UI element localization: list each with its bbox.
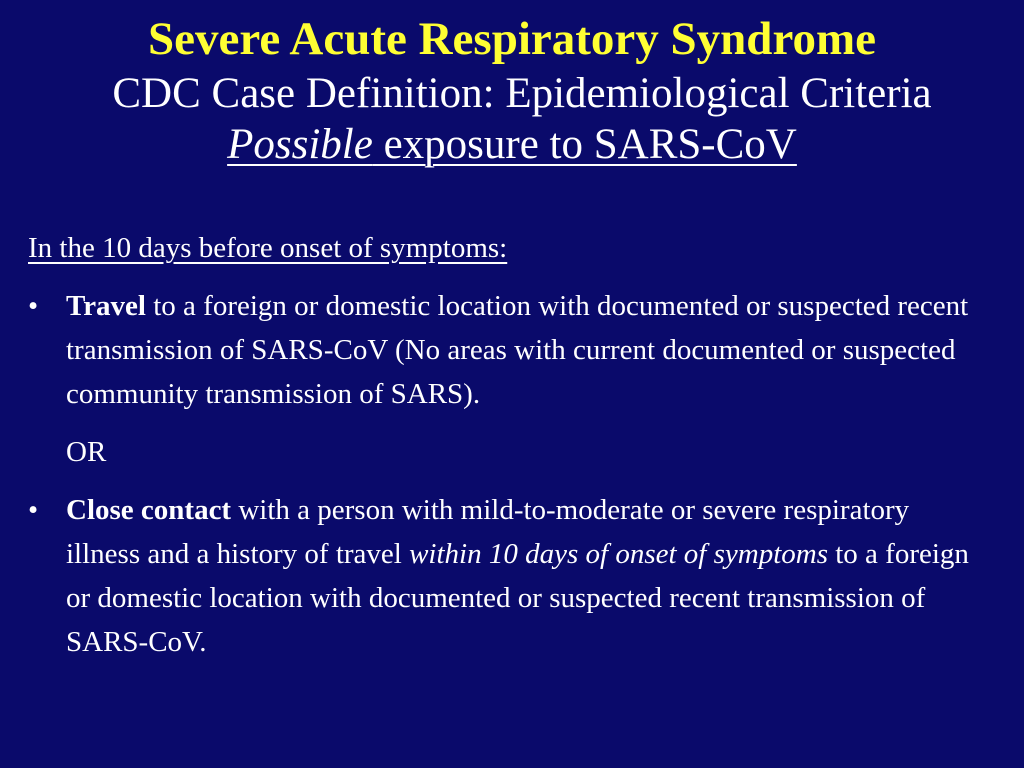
bullet-travel-bold: Travel [66,290,146,322]
bullet-travel-text: to a foreign or domestic location with documented or suspected recent transmission of SARS-CoV (No areas with current documented or suspected community transmission of SARS). [66,290,969,410]
intro-line: In the 10 days before onset of symptoms: [28,232,508,264]
bullet-marker: • [28,290,39,322]
bullet-marker: • [28,494,39,526]
or-separator: OR [66,436,107,468]
slide-subtitle: CDC Case Definition: Epidemiological Criteria [112,70,932,117]
subtitle-exposure-text: exposure to SARS-CoV [372,121,797,168]
bullet-close-contact [28,488,988,664]
slide-subtitle-exposure [0,120,1024,170]
bullet-close-contact-text-before: with a person with mild-to-moderate or severe respiratory illness and a history of travel [66,494,910,570]
subtitle-exposure-underlined [227,121,797,168]
slide-title: Severe Acute Respiratory Syndrome [148,13,876,65]
bullet-close-contact-bold: Close contact [66,494,232,526]
bullet-close-contact-italic: within 10 days of onset of symptoms [409,538,828,570]
bullet-travel [28,284,988,416]
subtitle-possible-word: Possible [227,121,373,168]
title-block [0,10,1024,170]
bullet-close-contact-text-after: to a foreign or domestic location with documented or suspected recent transmission of SARS-CoV. [66,538,969,658]
slide-body [28,226,988,664]
